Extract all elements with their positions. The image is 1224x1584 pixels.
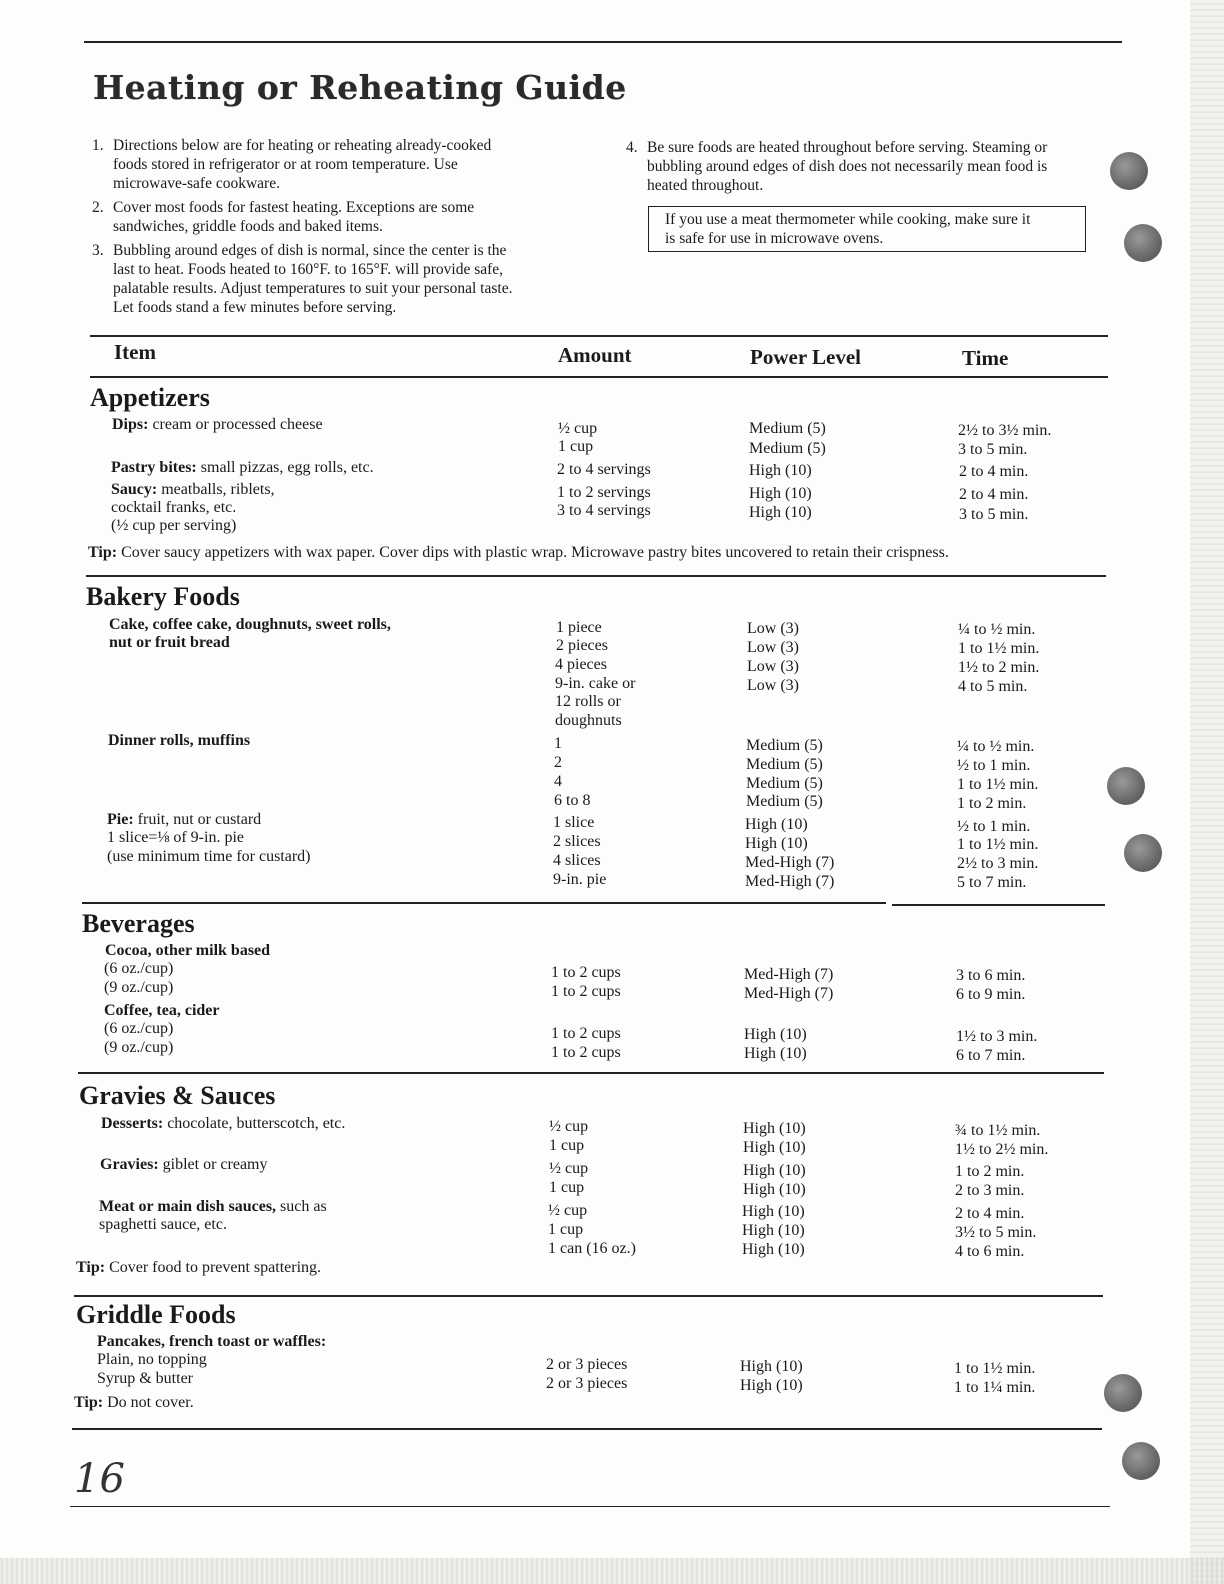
power-cell: High (10) xyxy=(744,1026,807,1043)
intro-number: 4. xyxy=(626,139,638,156)
time-cell: 6 to 7 min. xyxy=(956,1047,1026,1064)
time-cell: 1 to 2 min. xyxy=(955,1163,1025,1180)
intro-line: palatable results. Adjust temperatures to suit your personal taste. xyxy=(113,280,513,297)
column-header-item: Item xyxy=(114,340,156,364)
time-cell: 1½ to 2 min. xyxy=(958,659,1040,676)
section-rule xyxy=(74,1295,1103,1297)
table-row: spaghetti sauce, etc. xyxy=(99,1216,227,1233)
intro-number: 2. xyxy=(92,199,104,216)
time-cell: ½ to 1 min. xyxy=(957,818,1031,835)
table-row: Pancakes, french toast or waffles: xyxy=(97,1333,327,1350)
amount-cell: 1 to 2 cups xyxy=(551,1025,621,1042)
table-row: (use minimum time for custard) xyxy=(107,848,311,865)
section-title-griddle-foods: Griddle Foods xyxy=(76,1300,236,1329)
scan-edge-artifact xyxy=(1190,0,1224,1584)
intro-item xyxy=(92,198,582,236)
amount-cell: ½ cup xyxy=(549,1118,589,1135)
amount-cell: 1 can (16 oz.) xyxy=(548,1240,636,1257)
power-cell: High (10) xyxy=(742,1222,805,1239)
tip-gravies: Tip: Cover food to prevent spattering. xyxy=(76,1259,322,1276)
intro-number: 1. xyxy=(92,137,104,154)
time-cell: ½ to 1 min. xyxy=(957,757,1031,774)
section-rule xyxy=(78,1072,1104,1074)
punch-hole xyxy=(1124,834,1162,872)
section-rule xyxy=(82,902,886,904)
time-cell: 2½ to 3 min. xyxy=(957,855,1039,872)
power-cell: High (10) xyxy=(745,816,808,833)
time-cell: 6 to 9 min. xyxy=(956,986,1026,1003)
amount-cell: 2 or 3 pieces xyxy=(546,1375,628,1392)
intro-line: Let foods stand a few minutes before serving. xyxy=(113,299,397,316)
section-title-beverages: Beverages xyxy=(82,909,195,938)
power-cell: Low (3) xyxy=(747,639,799,656)
amount-cell: 1 slice xyxy=(553,814,595,831)
time-cell: 2½ to 3½ min. xyxy=(958,422,1052,439)
power-cell: High (10) xyxy=(743,1120,806,1137)
power-cell: High (10) xyxy=(740,1377,803,1394)
amount-cell: 1 to 2 servings xyxy=(557,484,651,501)
tip-appetizers: Tip: Cover saucy appetizers with wax paper. Cover dips with plastic wrap. Microwave pastry bites uncovered to retain their crispness. xyxy=(88,544,949,561)
amount-cell: 12 rolls or xyxy=(555,693,621,710)
intro-line: microwave-safe cookware. xyxy=(113,175,280,192)
intro-line: Directions below are for heating or reheating already-cooked xyxy=(113,137,492,154)
intro-item xyxy=(626,138,1106,195)
footer-rule xyxy=(70,1506,1110,1507)
page-number: 16 xyxy=(74,1456,125,1502)
power-cell: High (10) xyxy=(749,462,812,479)
power-cell: Medium (5) xyxy=(749,420,826,437)
amount-cell: 3 to 4 servings xyxy=(557,502,651,519)
table-row: nut or fruit bread xyxy=(109,634,230,651)
table-row: Pastry bites: small pizzas, egg rolls, etc. xyxy=(111,459,374,476)
amount-cell: 1 xyxy=(554,735,562,752)
table-row: Desserts: chocolate, butterscotch, etc. xyxy=(101,1115,346,1132)
amount-cell: doughnuts xyxy=(555,712,622,729)
intro-line: Cover most foods for fastest heating. Exceptions are some xyxy=(113,199,475,216)
time-cell: 1½ to 2½ min. xyxy=(955,1141,1049,1158)
time-cell: 1 to 1½ min. xyxy=(958,640,1040,657)
power-cell: High (10) xyxy=(742,1203,805,1220)
punch-hole xyxy=(1104,1374,1142,1412)
amount-cell: 2 xyxy=(554,754,562,771)
intro-number: 3. xyxy=(92,242,104,259)
time-cell: 1 to 2 min. xyxy=(957,795,1027,812)
section-rule xyxy=(86,575,1106,577)
power-cell: Med-High (7) xyxy=(745,854,835,871)
column-header-amount: Amount xyxy=(558,343,632,367)
table-row: Cocoa, other milk based xyxy=(105,942,271,959)
amount-cell: 1 to 2 cups xyxy=(551,983,621,1000)
amount-cell: 1 cup xyxy=(558,438,594,455)
power-cell: Medium (5) xyxy=(746,775,823,792)
thermometer-note-box xyxy=(648,206,1086,252)
table-header-top-rule xyxy=(90,335,1108,337)
intro-line: Be sure foods are heated throughout before serving. Steaming or xyxy=(647,139,1048,156)
power-cell: High (10) xyxy=(740,1358,803,1375)
power-cell: High (10) xyxy=(749,485,812,502)
amount-cell: 1 cup xyxy=(549,1137,585,1154)
section-title-gravies-sauces: Gravies & Sauces xyxy=(79,1081,276,1110)
tip-griddle: Tip: Do not cover. xyxy=(74,1394,194,1411)
power-cell: Med-High (7) xyxy=(744,985,834,1002)
amount-cell: 6 to 8 xyxy=(554,792,591,809)
power-cell: Medium (5) xyxy=(749,440,826,457)
punch-hole xyxy=(1122,1442,1160,1480)
table-row: (6 oz./cup) xyxy=(104,960,174,977)
column-header-power-level: Power Level xyxy=(750,345,861,369)
table-row: Cake, coffee cake, doughnuts, sweet rolls, xyxy=(109,616,391,633)
note-line: If you use a meat thermometer while cooking, make sure it xyxy=(665,211,1031,228)
amount-cell: ½ cup xyxy=(558,420,598,437)
page-title: Heating or Reheating Guide xyxy=(93,68,627,107)
table-row: (6 oz./cup) xyxy=(104,1020,174,1037)
amount-cell: 2 to 4 servings xyxy=(557,461,651,478)
amount-cell: 9-in. cake or xyxy=(555,675,636,692)
time-cell: 1 to 1½ min. xyxy=(957,776,1039,793)
power-cell: High (10) xyxy=(745,835,808,852)
intro-line: sandwiches, griddle foods and baked items. xyxy=(113,218,383,235)
power-cell: High (10) xyxy=(744,1045,807,1062)
power-cell: High (10) xyxy=(743,1162,806,1179)
time-cell: 3 to 5 min. xyxy=(959,506,1029,523)
table-row: Meat or main dish sauces, such as xyxy=(99,1198,327,1215)
table-row: Dips: cream or processed cheese xyxy=(112,416,323,433)
scan-bottom-artifact xyxy=(0,1558,1224,1584)
section-rule xyxy=(892,904,1105,906)
intro-right xyxy=(626,138,1106,200)
intro-left xyxy=(92,136,582,322)
intro-line: last to heat. Foods heated to 160°F. to 165°F. will provide safe, xyxy=(113,261,504,278)
power-cell: Low (3) xyxy=(747,620,799,637)
time-cell: 2 to 4 min. xyxy=(959,486,1029,503)
table-row: Plain, no topping xyxy=(97,1351,207,1368)
table-row: (9 oz./cup) xyxy=(104,1039,174,1056)
punch-hole xyxy=(1124,224,1162,262)
note-line: is safe for use in microwave ovens. xyxy=(665,230,884,247)
power-cell: Low (3) xyxy=(747,677,799,694)
amount-cell: 4 xyxy=(554,773,562,790)
power-cell: Medium (5) xyxy=(746,737,823,754)
section-title-appetizers: Appetizers xyxy=(90,383,210,412)
table-row: (9 oz./cup) xyxy=(104,979,174,996)
intro-line: foods stored in refrigerator or at room temperature. Use xyxy=(113,156,458,173)
power-cell: High (10) xyxy=(743,1181,806,1198)
table-row: Gravies: giblet or creamy xyxy=(100,1156,268,1173)
time-cell: 1 to 1¼ min. xyxy=(954,1379,1036,1396)
intro-item xyxy=(92,136,582,193)
time-cell: 2 to 4 min. xyxy=(955,1205,1025,1222)
amount-cell: 4 pieces xyxy=(555,656,607,673)
time-cell: ¼ to ½ min. xyxy=(957,738,1035,755)
amount-cell: 2 slices xyxy=(553,833,601,850)
time-cell: 4 to 6 min. xyxy=(955,1243,1025,1260)
top-rule xyxy=(84,41,1122,43)
amount-cell: 1 cup xyxy=(548,1221,584,1238)
time-cell: 2 to 4 min. xyxy=(959,463,1029,480)
punch-hole xyxy=(1107,767,1145,805)
table-row: Saucy: meatballs, riblets, xyxy=(111,481,275,498)
table-row: 1 slice=⅛ of 9-in. pie xyxy=(107,829,244,846)
power-cell: High (10) xyxy=(743,1139,806,1156)
time-cell: 1 to 1½ min. xyxy=(957,836,1039,853)
power-cell: Medium (5) xyxy=(746,793,823,810)
table-row: Coffee, tea, cider xyxy=(104,1002,220,1019)
power-cell: Med-High (7) xyxy=(744,966,834,983)
section-rule xyxy=(72,1428,1102,1430)
time-cell: 3 to 6 min. xyxy=(956,967,1026,984)
table-row: Syrup & butter xyxy=(97,1370,193,1387)
amount-cell: 1 piece xyxy=(556,619,602,636)
intro-line: bubbling around edges of dish does not necessarily mean food is xyxy=(647,158,1048,175)
time-cell: ¼ to ½ min. xyxy=(958,621,1036,638)
time-cell: 3 to 5 min. xyxy=(958,441,1028,458)
time-cell: 5 to 7 min. xyxy=(957,874,1027,891)
column-header-time: Time xyxy=(962,346,1009,370)
table-row: Dinner rolls, muffins xyxy=(108,732,251,749)
punch-hole xyxy=(1110,152,1148,190)
amount-cell: 4 slices xyxy=(553,852,601,869)
amount-cell: ½ cup xyxy=(548,1202,588,1219)
intro-line: heated throughout. xyxy=(647,177,764,194)
amount-cell: 1 to 2 cups xyxy=(551,964,621,981)
time-cell: 1 to 1½ min. xyxy=(954,1360,1036,1377)
table-row: cocktail franks, etc. xyxy=(111,499,237,516)
table-row: Pie: fruit, nut or custard xyxy=(107,811,262,828)
power-cell: High (10) xyxy=(742,1241,805,1258)
amount-cell: ½ cup xyxy=(549,1160,589,1177)
time-cell: 1½ to 3 min. xyxy=(956,1028,1038,1045)
power-cell: Medium (5) xyxy=(746,756,823,773)
amount-cell: 1 cup xyxy=(549,1179,585,1196)
amount-cell: 9-in. pie xyxy=(553,871,607,888)
power-cell: High (10) xyxy=(749,504,812,521)
power-cell: Low (3) xyxy=(747,658,799,675)
amount-cell: 2 pieces xyxy=(556,637,608,654)
amount-cell: 2 or 3 pieces xyxy=(546,1356,628,1373)
intro-item xyxy=(92,241,582,317)
table-row: (½ cup per serving) xyxy=(111,517,237,534)
time-cell: 3½ to 5 min. xyxy=(955,1224,1037,1241)
intro-line: Bubbling around edges of dish is normal, since the center is the xyxy=(113,242,507,259)
section-title-bakery-foods: Bakery Foods xyxy=(86,582,240,611)
table-header-bottom-rule xyxy=(90,376,1108,378)
time-cell: 2 to 3 min. xyxy=(955,1182,1025,1199)
time-cell: 4 to 5 min. xyxy=(958,678,1028,695)
time-cell: ¾ to 1½ min. xyxy=(955,1122,1041,1139)
amount-cell: 1 to 2 cups xyxy=(551,1044,621,1061)
power-cell: Med-High (7) xyxy=(745,873,835,890)
